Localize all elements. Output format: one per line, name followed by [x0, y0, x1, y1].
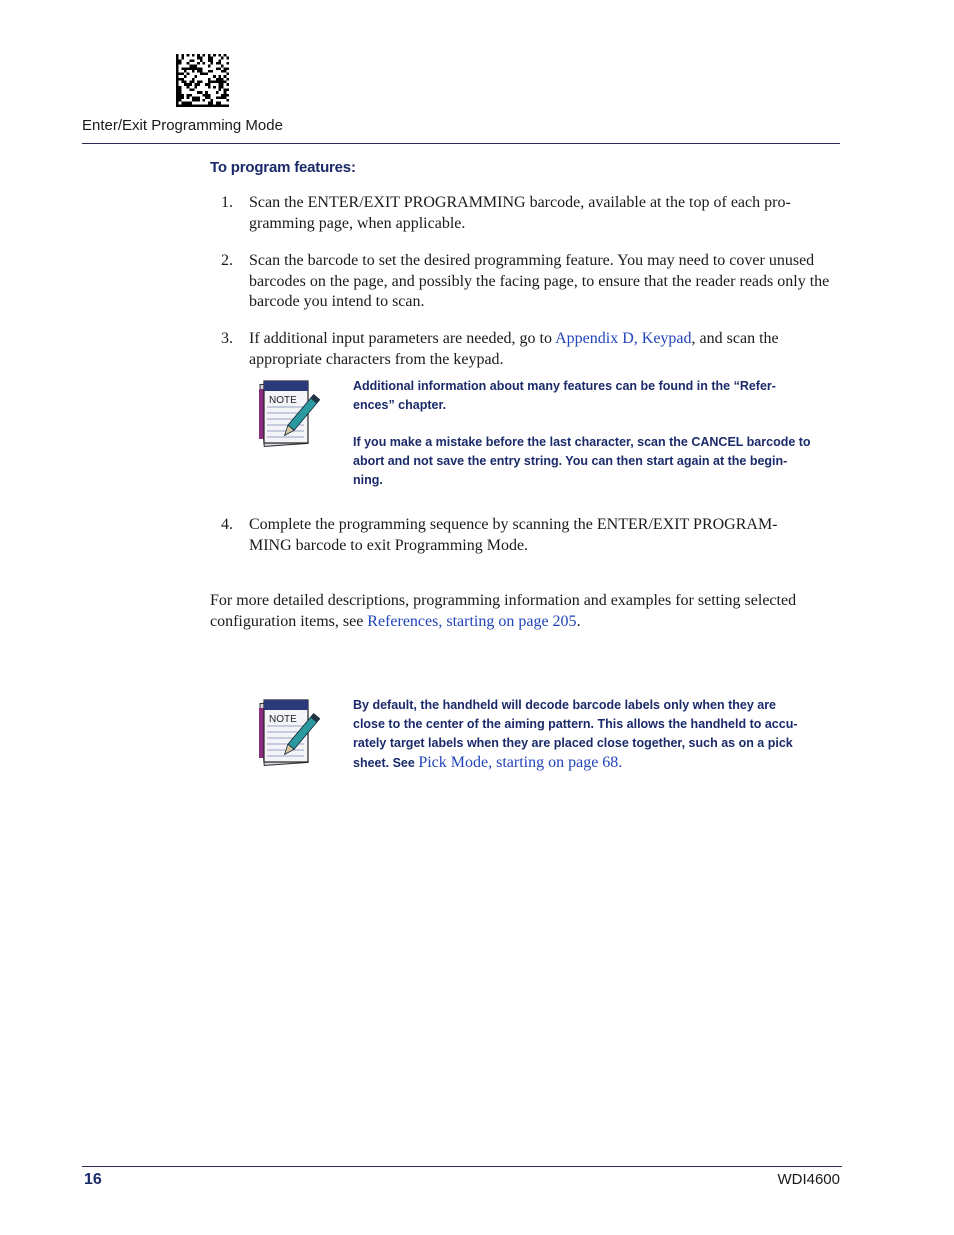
footer-rule [82, 1166, 842, 1167]
step-text-line: barcode you intend to scan. [249, 293, 425, 310]
step-number: 1. [221, 194, 233, 211]
section-subheading: To program features: [210, 159, 356, 176]
step-text-line: MING barcode to exit Programming Mode. [249, 536, 529, 554]
list-item-step-4 [221, 515, 841, 556]
note-text-1 [353, 377, 819, 490]
step-text-line [249, 329, 841, 350]
step-text-line: Scan the ENTER/EXIT PROGRAMMING barcode, available at the top of each pro- [249, 194, 791, 211]
step-text: If additional input parameters are needed, go to [249, 330, 556, 347]
step-text: , and scan the [691, 330, 779, 347]
note-line: If you make a mistake before the last character, scan the CANCEL barcode to [353, 435, 811, 449]
appendix-keypad-link[interactable]: Appendix D, Keypad [555, 330, 692, 347]
note-line: Additional information about many features can be found in the “Refer- [353, 379, 776, 393]
list-item-step-1 [221, 193, 841, 234]
note-line: abort and not save the entry string. You can then start again at the begin- [353, 454, 788, 468]
note-line [353, 753, 819, 773]
note-line: By default, the handheld will decode barcode labels only when they are [353, 698, 777, 712]
step-text-line: gramming page, when applicable. [249, 214, 466, 232]
note-line: rately target labels when they are placed close together, such as on a pick [353, 736, 793, 750]
note-icon-label: NOTE [269, 714, 297, 725]
step-text-line: Scan the barcode to set the desired programming feature. You may need to cover unused [249, 252, 815, 269]
note-icon [256, 696, 320, 768]
list-item-step-2 [221, 251, 841, 313]
step-number: 3. [221, 330, 233, 347]
note-line: ences” chapter. [353, 398, 447, 412]
page-number: 16 [84, 1171, 102, 1188]
note-line: ning. [353, 473, 383, 487]
step-number: 4. [221, 516, 233, 533]
product-name: WDI4600 [777, 1171, 840, 1188]
page-header-title: Enter/Exit Programming Mode [82, 117, 283, 134]
note-text: . [618, 754, 623, 771]
note-text-2 [353, 696, 819, 773]
paragraph-text: configuration items, see [210, 612, 368, 630]
paragraph-text: . [576, 612, 581, 630]
step-number: 2. [221, 252, 233, 269]
paragraph-line: For more detailed descriptions, programming information and examples for setting selected [210, 592, 797, 609]
list-item-step-3 [221, 329, 841, 370]
body-paragraph [210, 591, 840, 632]
step-text-line: Complete the programming sequence by scanning the ENTER/EXIT PROGRAM- [249, 516, 778, 533]
note-icon [256, 377, 320, 449]
step-text-line: barcodes on the page, and possibly the facing page, to ensure that the reader reads only the [249, 272, 830, 290]
note-text: sheet. See [353, 756, 419, 770]
step-text-line: appropriate characters from the keypad. [249, 350, 504, 368]
header-rule [82, 143, 840, 144]
paragraph-line [210, 612, 840, 633]
programming-barcode [176, 54, 229, 107]
references-link[interactable]: References, starting on page 205 [367, 612, 577, 630]
note-icon-label: NOTE [269, 395, 297, 406]
note-line: close to the center of the aiming pattern. This allows the handheld to accu- [353, 717, 798, 731]
pick-mode-link[interactable]: Pick Mode, starting on page 68 [418, 754, 619, 771]
